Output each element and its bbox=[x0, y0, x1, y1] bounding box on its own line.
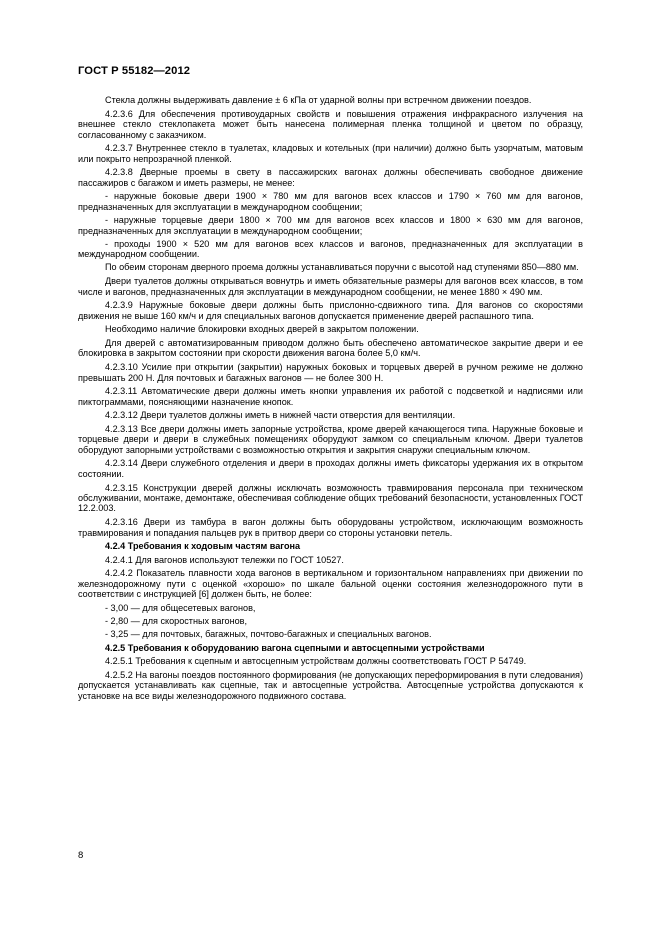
paragraph: 4.2.4.1 Для вагонов используют тележки по ГОСТ 10527. bbox=[105, 554, 344, 565]
paragraph: Для дверей с автоматизированным приводом должно быть обеспечено автоматическое закрытие двери и ее блокировка в закрытом состоянии при скорости движения вагона более 5,0 км/ч. bbox=[78, 337, 583, 359]
paragraph: 4.2.5.2 На вагоны поездов постоянного формирования (не допускающих переформирования в пути следования) допускается устанавливать как сцепные, так и автосцепные устройства. Автосцепные устройства допускаются к установке на все виды железнодорожного подвижного состава. bbox=[78, 669, 583, 701]
paragraph: 4.2.3.16 Двери из тамбура в вагон должны быть оборудованы устройством, исключающим возможность травмирования и попадания пальцев рук в притвор двери со стороны установки петель. bbox=[78, 517, 583, 538]
document-header: ГОСТ Р 55182—2012 bbox=[78, 65, 191, 77]
paragraph: Стекла должны выдерживать давление ± 6 кПа от ударной волны при встречном движении поездов. bbox=[105, 95, 532, 105]
list-item: - 3,25 — для почтовых, багажных, почтово-багажных и специальных вагонов. bbox=[105, 629, 432, 640]
paragraph: 4.2.3.9 Наружные боковые двери должны быть прислонно-сдвижного типа. Для вагонов со скоростями движения не выше 160 км/ч и для специальных вагонов допускается применение дверей распашного типа. bbox=[78, 300, 583, 321]
paragraph: 4.2.3.14 Двери служебного отделения и двери в проходах должны иметь фиксаторы удержания их в открытом состоянии. bbox=[78, 458, 583, 479]
list-item: - 3,00 — для общесетевых вагонов, bbox=[105, 602, 256, 613]
paragraph: 4.2.3.8 Дверные проемы в свету в пассажирских вагонах должны обеспечивать свободное движение пассажиров с багажом и иметь размеры, не менее: bbox=[78, 167, 583, 188]
paragraph: 4.2.5.1 Требования к сцепным и автосцепным устройствам должны соответствовать ГОСТ Р 54749. bbox=[105, 656, 527, 666]
list-item: - наружные боковые двери 1900 × 780 мм для вагонов всех классов и 1790 × 760 мм для вагонов, предназначенных для эксплуатации в международном сообщении; bbox=[78, 191, 583, 212]
section-heading: 4.2.4 Требования к ходовым частям вагона bbox=[105, 541, 301, 552]
page-number: 8 bbox=[78, 850, 84, 861]
document-body bbox=[78, 95, 583, 704]
paragraph: 4.2.3.12 Двери туалетов должны иметь в нижней части отверстия для вентиляции. bbox=[105, 410, 456, 421]
list-item: - 2,80 — для скоростных вагонов, bbox=[105, 616, 248, 627]
paragraph: 4.2.3.7 Внутреннее стекло в туалетах, кладовых и котельных (при наличии) должно быть узорчатым, матовым или покрыто непрозрачной пленкой. bbox=[78, 143, 583, 164]
paragraph: Двери туалетов должны открываться вовнутрь и иметь обязательные размеры для вагонов всех классов, в том числе и вагонов, предназначенных для эксплуатации в международном сообщении, не менее 1880 × 490 мм. bbox=[78, 276, 583, 297]
paragraph: 4.2.3.15 Конструкции дверей должны исключать возможность травмирования персонала при техническом обслуживании, монтаже, демонтаже, обеспечивая соблюдение общих требований безопасности, установленных ГОСТ 12.2.003. bbox=[78, 482, 584, 514]
list-item: - наружные торцевые двери 1800 × 700 мм для вагонов всех классов и 1800 × 630 мм для вагонов, предназначенных для эксплуатации в международном сообщении; bbox=[78, 215, 583, 236]
list-item: - проходы 1900 × 520 мм для вагонов всех классов и вагонов, предназначенных для эксплуатации в международном сообщении. bbox=[78, 238, 583, 260]
paragraph: 4.2.3.11 Автоматические двери должны иметь кнопки управления их работой с подсветкой и надписями или пиктограммами, поясняющими назначение кнопок. bbox=[78, 386, 583, 407]
paragraph: По обеим сторонам дверного проема должны устанавливаться поручни с высотой над ступенями 850—880 мм. bbox=[105, 262, 579, 273]
paragraph: 4.2.3.13 Все двери должны иметь запорные устройства, кроме дверей качающегося типа. Наружные боковые и торцевые двери и двери в служебных помещениях оборудуют замком со специальным ключом. Двери туалетов оборудуют запорными устройствами с возможностью открытия и закрытия снаружи специальным ключом. bbox=[78, 423, 583, 455]
paragraph: 4.2.3.6 Для обеспечения противоударных свойств и повышения отражения инфракрасного излучения на внешнее стекло стеклопакета может быть нанесена полимерная пленка толщиной и цветом по образцу, согласованному с заказчиком. bbox=[78, 108, 583, 140]
paragraph: 4.2.3.10 Усилие при открытии (закрытии) наружных боковых и торцевых дверей в ручном режиме не должно превышать 200 Н. Для почтовых и багажных вагонов — не более 300 Н. bbox=[78, 362, 583, 383]
paragraph: Необходимо наличие блокировки входных дверей в закрытом положении. bbox=[105, 324, 419, 335]
section-heading: 4.2.5 Требования к оборудованию вагона сцепными и автосцепными устройствами bbox=[105, 642, 485, 653]
paragraph: 4.2.4.2 Показатель плавности хода вагонов в вертикальном и горизонтальном направлениях при движении по железнодорожному пути с оценкой «хорошо» по шкале бальной оценки состояния железнодорожного пути в соответствии с инструкцией [6] должен быть, не более: bbox=[78, 568, 583, 600]
